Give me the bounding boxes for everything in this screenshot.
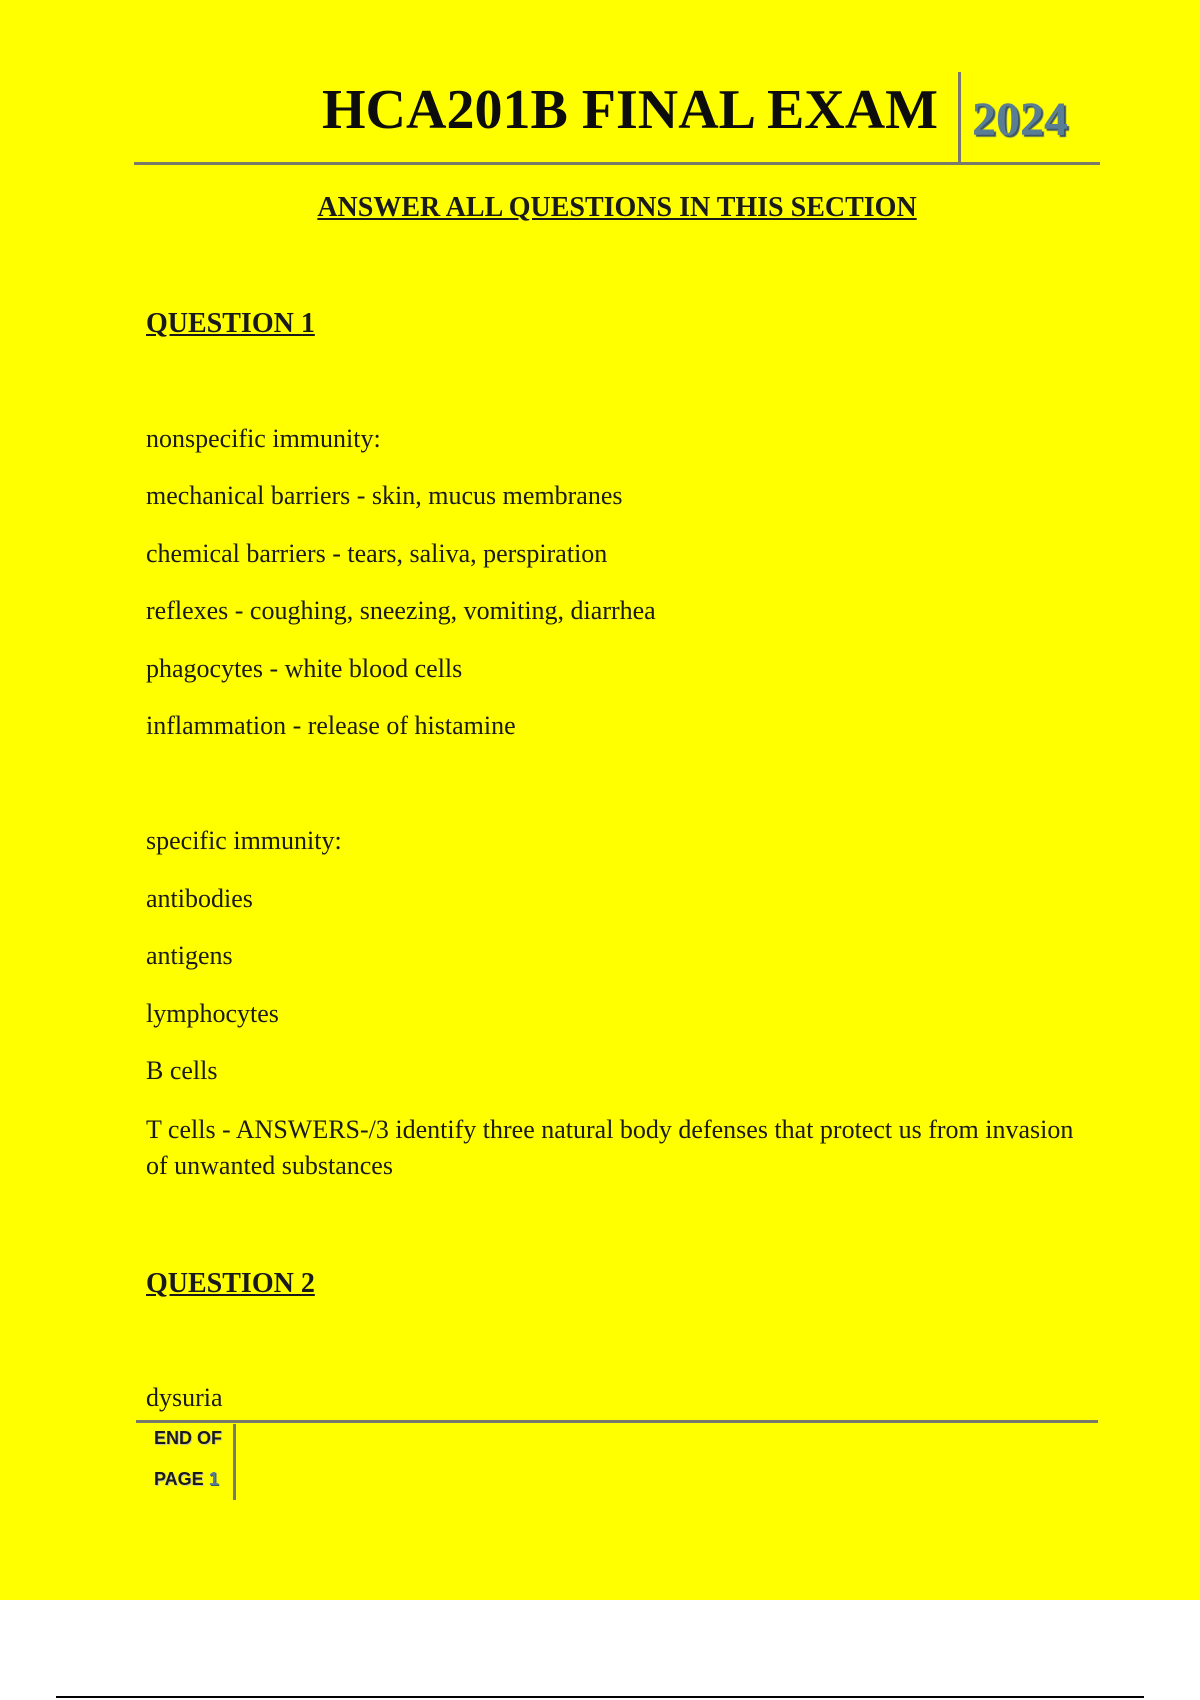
footer-divider [233,1424,236,1500]
answer-line: antibodies [146,884,253,913]
footer-page-word: PAGE [154,1469,204,1489]
answer-line: nonspecific immunity: [146,424,381,453]
footer-page-label [154,1469,219,1490]
answer-line: phagocytes - white blood cells [146,654,463,683]
answer-line: mechanical barriers - skin, mucus membranes [146,481,623,510]
footer-page-number: 1 [208,1469,219,1489]
answer-line: B cells [146,1056,218,1085]
answer-line: antigens [146,941,233,970]
answer-line: inflammation - release of histamine [146,711,516,740]
question-2-heading: QUESTION 2 [146,1268,315,1299]
section-heading: ANSWER ALL QUESTIONS IN THIS SECTION [317,192,917,223]
answer-line: chemical barriers - tears, saliva, perspiration [146,539,608,568]
header-rule [134,162,1100,165]
answer-paragraph: T cells - ANSWERS-/3 identify three natural body defenses that protect us from invasion of unwanted substances [146,1115,1074,1180]
exam-title: HCA201B FINAL EXAM [322,79,939,141]
answer-line: specific immunity: [146,826,342,855]
question-1-heading: QUESTION 1 [146,308,315,339]
answer-line: lymphocytes [146,999,279,1028]
answer-line: dysuria [146,1383,223,1412]
header-divider [958,72,961,164]
bottom-rule [56,1696,1144,1698]
exam-year: 2024 [972,93,1068,146]
footer-rule [136,1420,1098,1423]
footer-end-of: END OF [154,1428,223,1448]
answer-line: reflexes - coughing, sneezing, vomiting, diarrhea [146,596,656,625]
